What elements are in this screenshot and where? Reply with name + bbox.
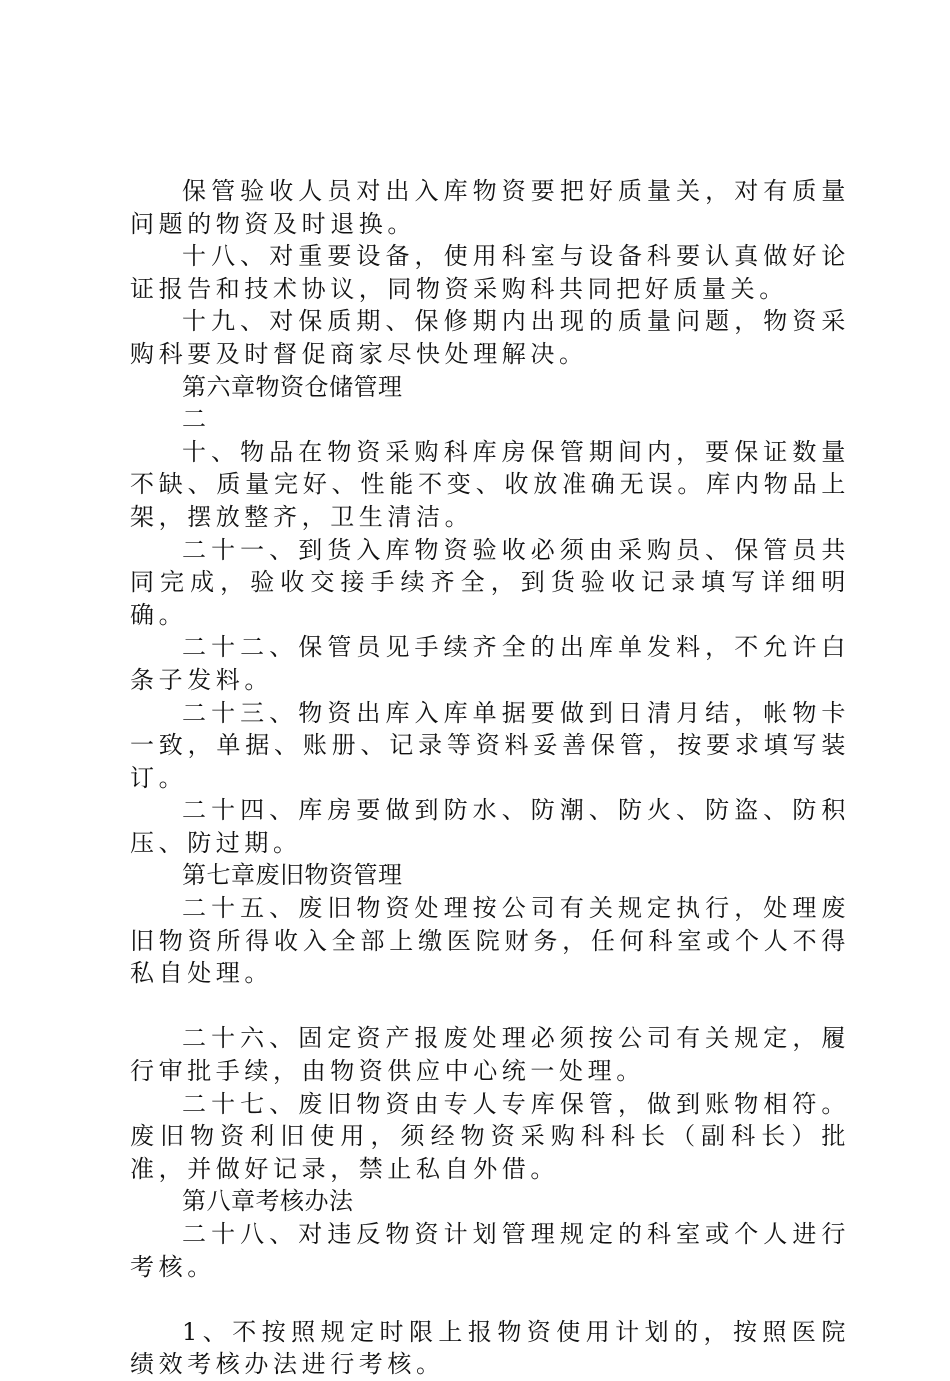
paragraph: 十八、对重要设备，使用科室与设备科要认真做好论证报告和技术协议，同物资采购科共同把好质量关。 <box>130 242 850 303</box>
paragraph: 二十八、对违反物资计划管理规定的科室或个人进行考核。 <box>130 1220 850 1281</box>
paragraph: 二十七、废旧物资由专人专库保管，做到账物相符。废旧物资利旧使用，须经物资采购科科长（副科长）批准，并做好记录，禁止私自外借。 <box>130 1089 850 1183</box>
chapter-heading: 第八章考核办法 <box>182 1187 354 1216</box>
paragraph: 二十二、保管员见手续齐全的出库单发料，不允许白条子发料。 <box>130 633 850 694</box>
paragraph: 二十五、废旧物资处理按公司有关规定执行，处理废旧物资所得收入全部上缴医院财务，任何科室或个人不得私自处理。 <box>130 894 850 988</box>
paragraph: 十、物品在物资采购科库房保管期间内，要保证数量不缺、质量完好、性能不变、收放准确无误。库内物品上架，摆放整齐，卫生清洁。 <box>130 437 850 531</box>
paragraph: 二十四、库房要做到防水、防潮、防火、防盗、防积压、防过期。 <box>130 796 850 857</box>
paragraph: 二十一、到货入库物资验收必须由采购员、保管员共同完成，验收交接手续齐全，到货验收记录填写详细明确。 <box>130 535 850 629</box>
document-body <box>130 175 850 1381</box>
chapter-heading: 第七章废旧物资管理 <box>182 861 403 890</box>
paragraph: 十九、对保质期、保修期内出现的质量问题，物资采购科要及时督促商家尽快处理解决。 <box>130 307 850 368</box>
paragraph: 1、不按照规定时限上报物资使用计划的，按照医院绩效考核办法进行考核。 <box>130 1317 850 1379</box>
paragraph-fragment: 二 <box>182 405 207 434</box>
paragraph: 二十六、固定资产报废处理必须按公司有关规定，履行审批手续，由物资供应中心统一处理。 <box>130 1024 850 1086</box>
paragraph: 保管验收人员对出入库物资要把好质量关，对有质量问题的物资及时退换。 <box>130 177 850 238</box>
chapter-heading: 第六章物资仓储管理 <box>182 372 403 401</box>
paragraph: 二十三、物资出库入库单据要做到日清月结，帐物卡一致，单据、账册、记录等资料妥善保管，按要求填写装订。 <box>130 698 850 792</box>
